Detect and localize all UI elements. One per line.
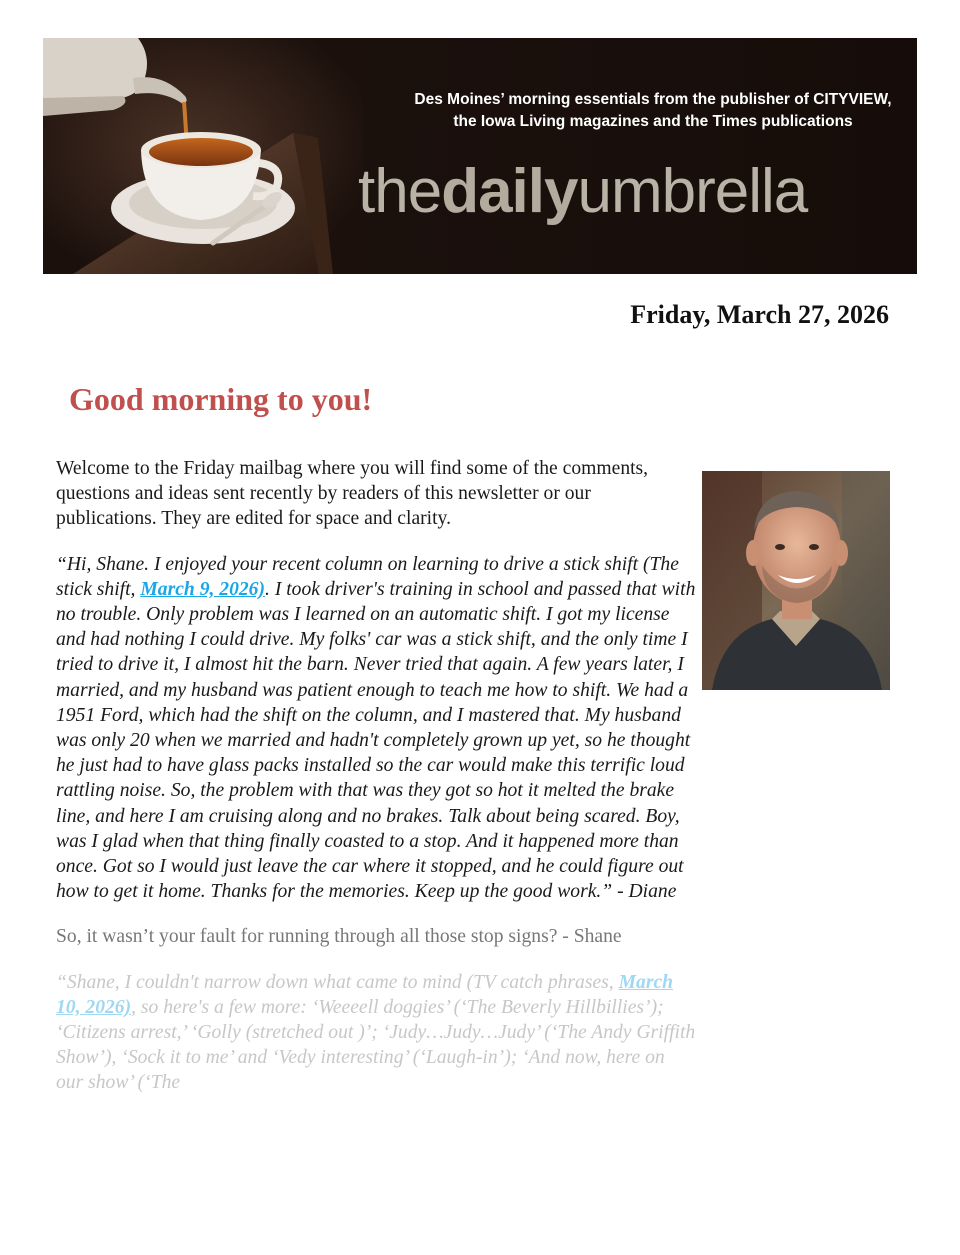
- article-body: [56, 456, 696, 1116]
- letter1-text-end: . I took driver's training in school and passed that with no trouble. Only problem was I learned on an automatic shift. I got my license and had nothing I could drive. My folks' car was a stick shift, and the only time I tried to drive it, I almost hit the barn. Never tried that again. A few years later, I married, and my husband was patient enough to teach me how to shift. We had a 1951 Ford, which had the shift on the column, and I mastered that. My husband was only 20 when we married and hadn't completely grown up yet, so he thought he just had to have glass packs installed so the car would make this terrific loud rattling noise. So, the problem with that was they got so hot it melted the brake line, and here I am cruising along and no brakes. Talk about being scared. Boy, was I glad when that thing finally coasted to a stop. And it happened more than once. Got so I would just leave the car where it stopped, and he could figure out how to get it home. Thanks for the memories. Keep up the good work.” - Diane: [56, 578, 696, 903]
- logo-daily: daily: [441, 157, 578, 226]
- article-link-march-10[interactable]: March 10, 2026): [56, 971, 674, 1018]
- article-link-march-9[interactable]: March 9, 2026): [140, 578, 266, 600]
- greeting-heading: Good morning to you!: [69, 381, 373, 417]
- banner-tagline: [343, 89, 917, 133]
- author-photo: [702, 471, 890, 690]
- intro-paragraph: Welcome to the Friday mailbag where you will find some of the comments, questions and ideas sent recently by readers of this newsletter or our publications. They are edited for space and clarity.: [56, 458, 649, 530]
- letter2-text-start: “Shane, I couldn't narrow down what came to mind (TV catch phrases,: [56, 971, 619, 993]
- tagline-line-1: Des Moines’ morning essentials from the publisher of CITYVIEW,: [414, 91, 892, 108]
- teapot-and-teacup-image: [43, 38, 363, 274]
- bottom-fade-overlay: [0, 1150, 960, 1255]
- newsletter-logo: [358, 152, 807, 232]
- logo-umbrella: umbrella: [577, 157, 808, 226]
- letter1-text-start: “Hi, Shane. I enjoyed your recent column on learning to drive a stick shift (The stick shift,: [56, 553, 679, 600]
- tagline-line-2: the Iowa Living magazines and the Times publications: [453, 113, 853, 130]
- reader-letter-tv-phrases: [56, 970, 696, 1096]
- logo-the: the: [358, 157, 442, 226]
- header-banner: [43, 38, 917, 274]
- letter2-text-end: , so here's a few more: ‘Weeeell doggies’ (‘The Beverly Hillbillies’); ‘Citizens arrest,’ ‘Golly (stretched out )’; ‘Judy…Judy…Judy’ (‘The Andy Griffith Show’), ‘Sock it to me’ and ‘Vedy interesting’ (‘Laugh-in’); ‘And now, here on our show’ (‘The: [56, 996, 696, 1094]
- editor-reply: So, it wasn’t your fault for running through all those stop signs? - Shane: [56, 926, 622, 948]
- reader-letter-diane: [56, 552, 696, 905]
- issue-date: Friday, March 27, 2026: [630, 300, 889, 329]
